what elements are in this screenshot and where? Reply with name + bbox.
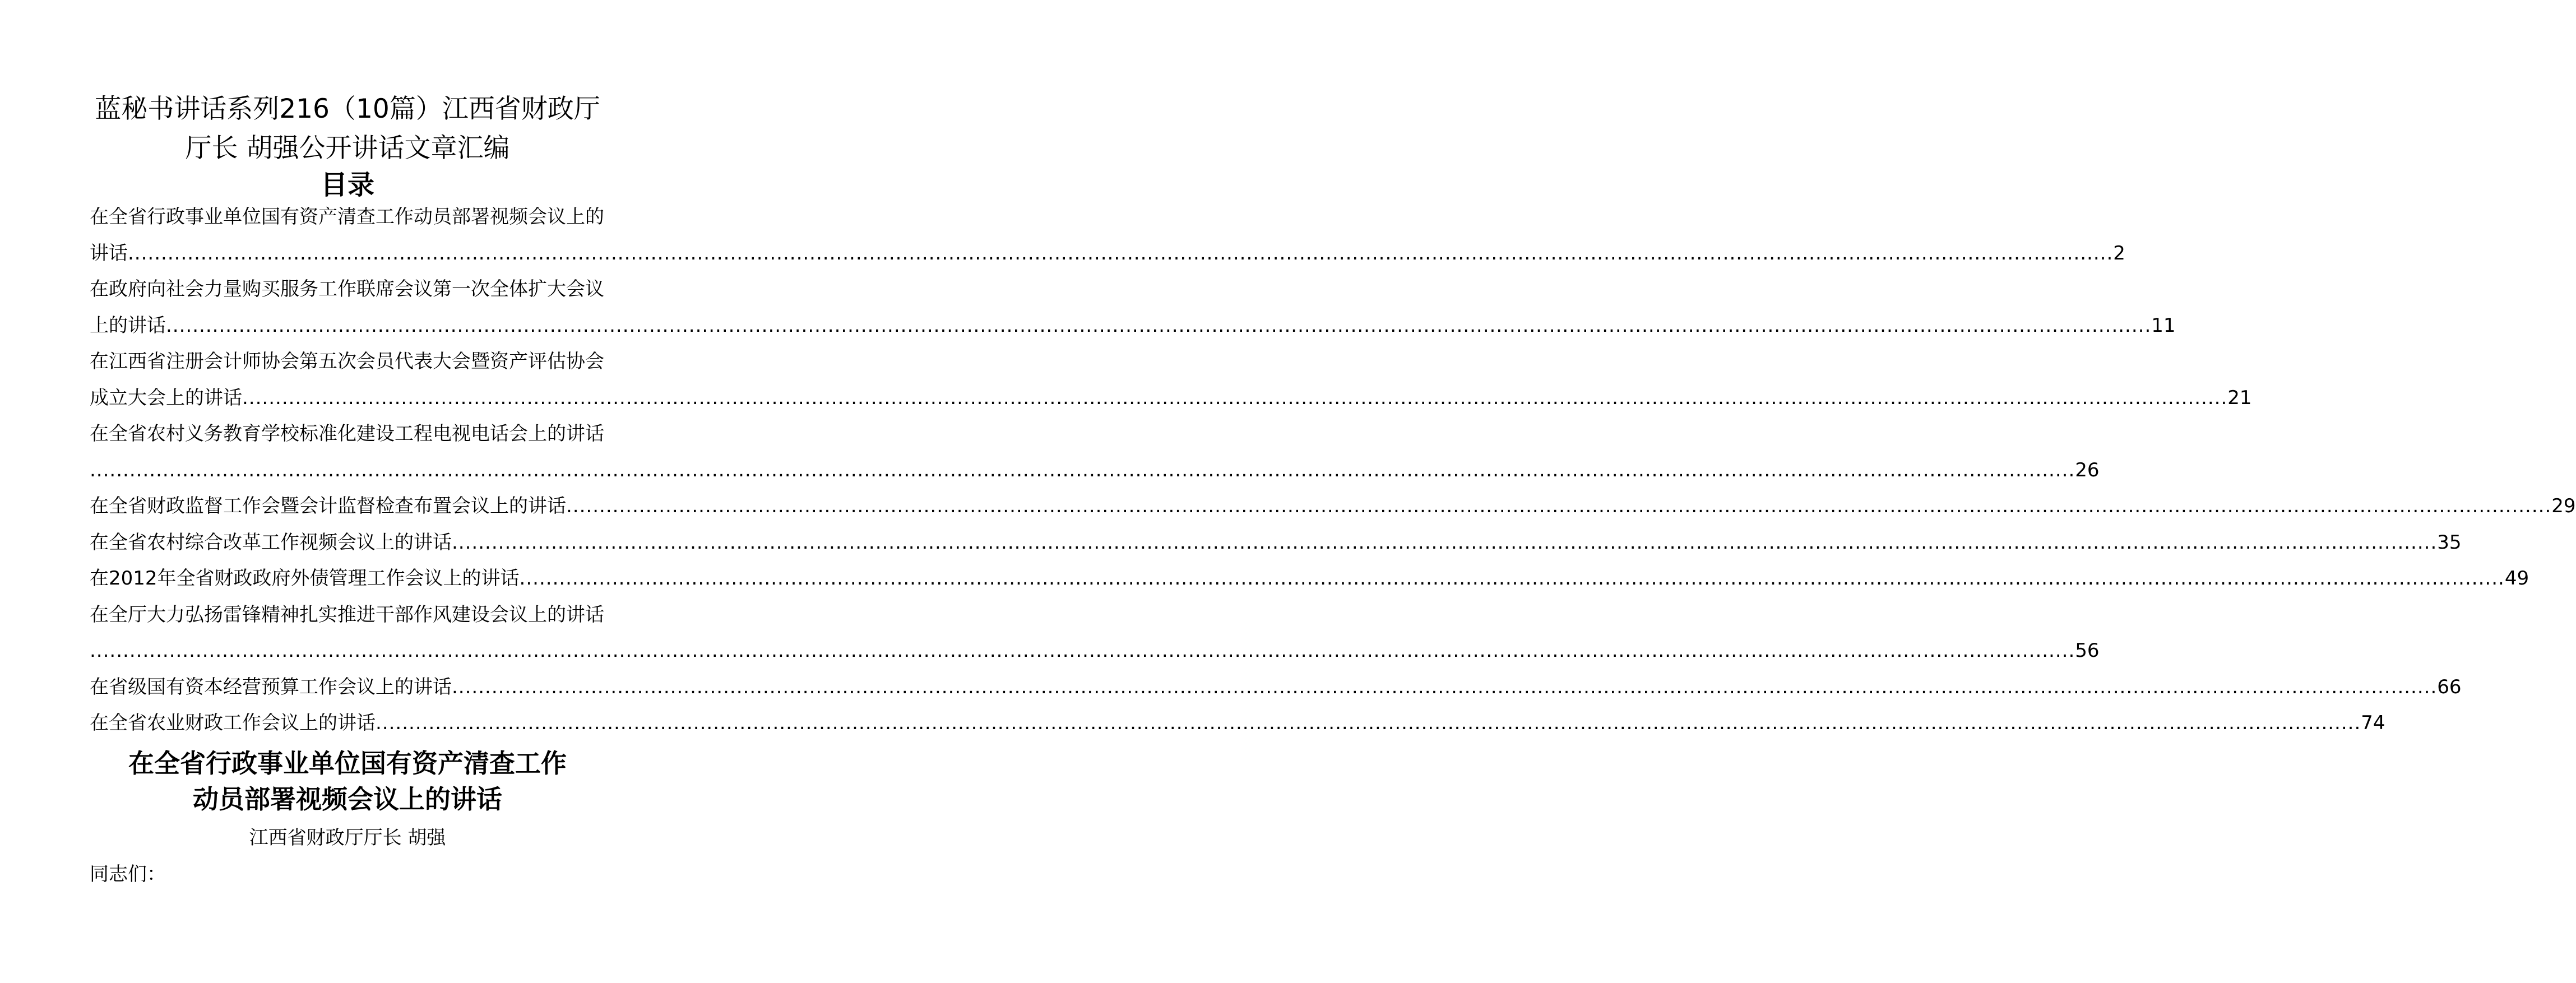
table-of-contents — [90, 199, 2576, 741]
toc-entry[interactable] — [90, 199, 2125, 271]
toc-entry-title-line2: 在2012年全省财政政府外债管理工作会议上的讲话 — [90, 567, 520, 590]
document-title-line2: 厅长 胡强公开讲话文章汇编 — [185, 133, 510, 164]
toc-leader-dots: ............................................................................................................................................................................................................................................................................................................ — [519, 567, 2505, 590]
toc-leader-dots: ............................................................................................................................................................................................................................................................................................................ — [376, 712, 2361, 734]
toc-entry-page-line — [90, 633, 2100, 669]
toc-entry-page-line — [90, 452, 2100, 489]
toc-leader-dots: ............................................................................................................................................................................................................................................................................................................ — [452, 531, 2438, 554]
toc-entry-title-line2: 在省级国有资本经营预算工作会议上的讲话 — [90, 675, 452, 698]
toc-entry-title-line1: 在江西省注册会计师协会第五次会员代表大会暨资产评估协会 — [90, 350, 604, 373]
toc-entry[interactable] — [90, 488, 2576, 525]
toc-entry-page-line — [90, 488, 2576, 525]
toc-entry-title-line2: 讲话 — [90, 242, 128, 265]
toc-leader-dots: ............................................................................................................................................................................................................................................................................................................ — [242, 386, 2228, 409]
toc-entry-page-number: 49 — [2504, 567, 2529, 590]
toc-leader-dots: ............................................................................................................................................................................................................................................................................................................ — [90, 639, 2075, 662]
toc-entry-title-line2: 上的讲话 — [90, 314, 166, 337]
toc-entry[interactable] — [90, 597, 2100, 669]
toc-entry-page-line — [90, 235, 2125, 272]
toc-entry[interactable] — [90, 560, 2529, 597]
toc-entry-page-number: 2 — [2113, 242, 2125, 265]
toc-entry-title-line1: 在政府向社会力量购买服务工作联席会议第一次全体扩大会议 — [90, 278, 604, 300]
toc-entry-page-line — [90, 669, 2462, 706]
toc-entry-page-number: 11 — [2151, 314, 2176, 337]
toc-entry-page-number: 35 — [2437, 531, 2462, 554]
toc-entry-title-line2: 成立大会上的讲话 — [90, 386, 242, 409]
toc-entry-page-number: 56 — [2075, 639, 2100, 662]
toc-entry-title-line1: 在全省行政事业单位国有资产清查工作动员部署视频会议上的 — [90, 206, 604, 228]
toc-entry[interactable] — [90, 271, 2176, 344]
article-author: 江西省财政厅厅长 胡强 — [249, 827, 446, 849]
toc-entry-page-line — [90, 380, 2252, 416]
toc-entry[interactable] — [90, 416, 2100, 488]
toc-entry-title-line2: 在全省财政监督工作会暨会计监督检查布置会议上的讲话 — [90, 495, 566, 517]
toc-entry-page-number: 74 — [2361, 712, 2385, 734]
toc-entry[interactable] — [90, 525, 2462, 561]
toc-entry-title-line1: 在全省农村义务教育学校标准化建设工程电视电话会上的讲话 — [90, 423, 604, 445]
article-title-line1: 在全省行政事业单位国有资产清查工作 — [128, 748, 567, 778]
toc-leader-dots: ............................................................................................................................................................................................................................................................................................................ — [128, 242, 2114, 265]
toc-entry-page-number: 26 — [2075, 458, 2100, 481]
toc-entry-page-number: 29 — [2551, 495, 2576, 517]
toc-leader-dots: ............................................................................................................................................................................................................................................................................................................ — [452, 675, 2438, 698]
toc-leader-dots: ............................................................................................................................................................................................................................................................................................................ — [166, 314, 2152, 337]
document-title-line1: 蓝秘书讲话系列216（10篇）江西省财政厅 — [95, 94, 600, 124]
toc-heading: 目录 — [320, 169, 374, 201]
toc-leader-dots: ............................................................................................................................................................................................................................................................................................................ — [90, 458, 2075, 481]
toc-entry-title-line2: 在全省农村综合改革工作视频会议上的讲话 — [90, 531, 452, 554]
toc-entry-title-line1: 在全厅大力弘扬雷锋精神扎实推进干部作风建设会议上的讲话 — [90, 603, 604, 626]
document-title — [84, 90, 611, 168]
toc-entry-page-line — [90, 525, 2462, 561]
toc-entry-page-line — [90, 308, 2176, 344]
toc-entry-title-line2: 在全省农业财政工作会议上的讲话 — [90, 712, 376, 734]
toc-entry[interactable] — [90, 344, 2252, 416]
toc-entry-page-number: 66 — [2437, 675, 2462, 698]
toc-entry[interactable] — [90, 669, 2462, 706]
article-title-line2: 动员部署视频会议上的讲话 — [193, 784, 502, 814]
article-salutation: 同志们： — [90, 863, 166, 885]
toc-entry-page-line — [90, 560, 2529, 597]
article-title — [84, 745, 611, 817]
toc-entry[interactable] — [90, 705, 2385, 741]
toc-leader-dots: ............................................................................................................................................................................................................................................................................................................ — [566, 495, 2552, 517]
toc-entry-page-number: 21 — [2227, 386, 2252, 409]
toc-entry-page-line — [90, 705, 2385, 741]
